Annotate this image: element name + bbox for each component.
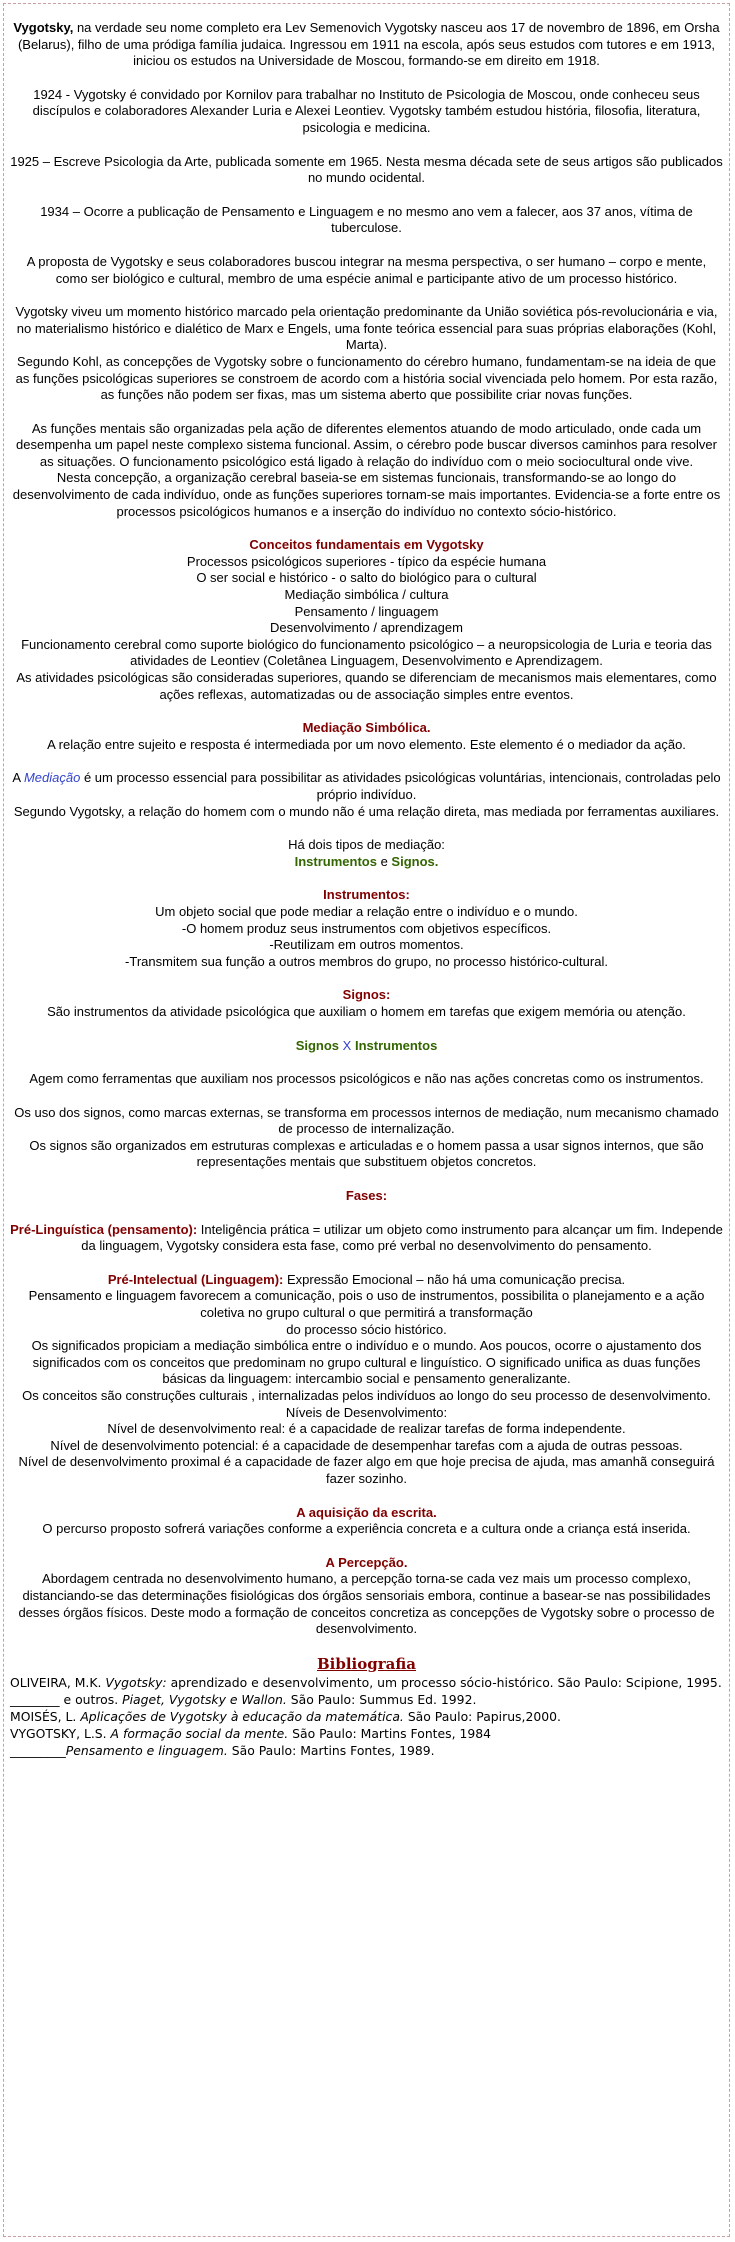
mediation-term: Mediação: [23, 770, 81, 786]
bibliography-ref: VYGOTSKY, L.S. A formação social da mente. São Paulo: Martins Fontes, 1984: [10, 1725, 492, 1741]
timeline-1934: 1934 – Ocorre a publicação de Pensamento e Linguagem e no mesmo ano vem a falecer, aos 37 anos, vítima de tuberculose.: [40, 203, 693, 236]
bibliography-ref: OLIVEIRA, M.K. Vygotsky: aprendizado e desenvolvimento, um processo sócio-histórico. São Paulo: Scipione, 1995.: [10, 1674, 722, 1690]
writing-text: O percurso proposto sofrerá variações conforme a experiência concreta e a cultura onde a criança está inserida.: [42, 1521, 691, 1537]
functions-paragraph: As funções mentais são organizadas pela ação de diferentes elementos atuando de modo articulado, onde cada um desempenha um papel neste complexo sistema funcional. Assim, o cérebro pode buscar diversos caminhos para resolver as situações. O funcionamento psicológico está ligado à relação do indivíduo com o meio sociocultural onde vive.: [16, 420, 717, 469]
concepts-body: As atividades psicológicas são consideradas superiores, quando se diferenciam de mecanismos mais elementares, como ações reflexas, automatizadas ou de associação simples entre eventos.: [16, 670, 717, 702]
concept-item: Desenvolvimento / aprendizagem: [270, 620, 463, 636]
phases-heading: Fases:: [345, 1188, 388, 1204]
signs-heading: Signos:: [342, 987, 391, 1003]
mediation-text: A relação entre sujeito e resposta é intermediada por um novo elemento. Este elemento é o mediador da ação.: [47, 736, 686, 752]
signs-text: São instrumentos da atividade psicológica que auxiliam o homem em tarefas que exigem memória ou atenção.: [47, 1003, 686, 1019]
bibliography-ref: _________Pensamento e linguagem. São Paulo: Martins Fontes, 1989.: [10, 1742, 435, 1758]
mediation-types: Instrumentos e Signos.: [294, 853, 439, 869]
signs-org: Os signos são organizados em estruturas complexas e articuladas e o homem passa a usar signos internos, que são representações mentais que substituem objetos concretos.: [29, 1137, 704, 1170]
phase-line: Pensamento e linguagem favorecem a comunicação, pois o uso de instrumentos, possibilita o planejamento e a ação coletiva no grupo cultural o que permitirá a transformação: [28, 1288, 705, 1321]
phase-line: Nível de desenvolvimento potencial: é a capacidade de desempenhar tarefas com a ajuda de outras pessoas.: [50, 1437, 683, 1453]
conception-paragraph: Nesta concepção, a organização cerebral baseia-se em sistemas funcionais, transformando-se ao longo do desenvolvimento de cada indivíduo, onde as funções superiores tornam-se mais importantes. Evidencia-se a forte entre os processos psicológicos humanos e a inserção do indivíduo no contexto sócio-histórico.: [12, 470, 721, 519]
concept-item: Mediação simbólica / cultura: [284, 587, 449, 603]
perception-text: Abordagem centrada no desenvolvimento humano, a percepção torna-se cada vez mais um processo complexo, distanciando-se das determinações fisiológicas dos órgãos sensoriais embora, continue a basear-se nas possibilidades desses órgãos físicos. Deste modo a formação de conceitos concretiza as concepções de Vygotsky sobre o processo de desenvolvimento.: [18, 1571, 715, 1637]
kohl-paragraph: Segundo Kohl, as concepções de Vygotsky sobre o funcionamento do cérebro humano, fundamentam-se na ideia de que as funções psicológicas superiores se constroem de acordo com a história social vivenciada pelo homem. Por esta razão, as funções não podem ser fixas, mas um sistema aberto que possibilite criar novas funções.: [15, 353, 718, 403]
phase-line: Níveis de Desenvolvimento:: [285, 1404, 448, 1420]
phase-line: Os significados propiciam a mediação simbólica entre o indivíduo e o mundo. Aos poucos, ocorre o ajustamento dos significados com os conceitos que predominam no grupo cultural e linguístico. O significado unifica as duas funções básicas da linguagem: intercambio social e pensamento generalizante.: [31, 1338, 702, 1387]
mediation-types-intro: Há dois tipos de mediação:: [288, 837, 445, 853]
mediation-heading: Mediação Simbólica.: [302, 720, 431, 736]
instruments-line: Um objeto social que pode mediar a relação entre o indivíduo e o mundo.: [155, 903, 578, 919]
signs-vs-instruments: Signos X Instrumentos: [295, 1037, 438, 1053]
phase-line: Nível de desenvolvimento proximal é a capacidade de fazer algo em que hoje precisa de ajuda, mas amanhã conseguirá fazer sozinho.: [18, 1454, 715, 1486]
perception-heading: A Percepção.: [325, 1554, 408, 1570]
phase-line: do processo sócio histórico.: [286, 1321, 447, 1337]
context-paragraph: Vygotsky viveu um momento histórico marcado pela orientação predominante da União soviética pós-revolucionária e via, no materialismo histórico e dialético de Marx e Engels, uma fonte teórica essencial para suas próprias elaborações (Kohl, Marta).: [15, 304, 718, 353]
bibliography-ref: ________ e outros. Piaget, Vygotsky e Wallon. São Paulo: Summus Ed. 1992.: [10, 1691, 477, 1707]
document-frame: [3, 3, 730, 2237]
writing-heading: A aquisição da escrita.: [296, 1504, 437, 1520]
proposal-paragraph: A proposta de Vygotsky e seus colaboradores buscou integrar na mesma perspectiva, o ser humano – corpo e mente, como ser biológico e cultural, membro de uma espécie animal e participante ativo de um processo histórico.: [26, 253, 707, 286]
mediation-lead: A Mediação é um processo essencial para possibilitar as atividades psicológicas voluntárias, intencionais, controladas pelo próprio indivíduo.: [12, 770, 721, 802]
bibliography: [10, 1655, 723, 1759]
mediation-vygotsky: Segundo Vygotsky, a relação do homem com o mundo não é uma relação direta, mas mediada por ferramentas auxiliares.: [13, 803, 720, 819]
phase-pre-linguistic: Pré-Linguística (pensamento): Inteligência prática = utilizar um objeto como instrumento para alcançar um fim. Independe da linguagem, Vygotsky considera esta fase, como pré verbal no desenvolvimento do pensamento.: [10, 1221, 723, 1254]
concepts-heading: Conceitos fundamentais em Vygotsky: [249, 537, 484, 553]
instruments-line: -Reutilizam em outros momentos.: [269, 937, 464, 953]
phase-line: Os conceitos são construções culturais , internalizadas pelos indivíduos ao longo do seu processo de desenvolvimento.: [22, 1388, 711, 1403]
intro-text: na verdade seu nome completo era Lev Semenovich Vygotsky nasceu aos 17 de novembro de 1896, em Orsha (Belarus), filho de uma pródiga família judaica. Ingressou em 1911 na escola, após seus estudos com tutores e em 1913, iniciou os estudos na Universidade de Moscou, formando-se em direito em 1918.: [17, 20, 720, 69]
bibliography-heading: Bibliografia: [316, 1654, 416, 1673]
instruments-heading: Instrumentos:: [323, 887, 410, 903]
instruments-line: -Transmitem sua função a outros membros do grupo, no processo histórico-cultural.: [125, 953, 608, 969]
signs-uso: Os uso dos signos, como marcas externas, se transforma em processos internos de mediação, num mecanismo chamado de processo de internalização.: [14, 1104, 719, 1137]
concept-item: O ser social e histórico - o salto do biológico para o cultural: [196, 570, 537, 586]
intro-paragraph: [10, 20, 723, 70]
timeline-1924: 1924 - Vygotsky é convidado por Kornilov para trabalhar no Instituto de Psicologia de Moscou, onde conheceu seus discípulos e colaboradores Alexander Luria e Alexei Leontiev. Vygotsky também estudou história, filosofia, literatura, psicologia e medicina.: [32, 86, 701, 135]
document-content: [4, 4, 729, 1759]
instruments-line: -O homem produz seus instrumentos com objetivos específicos.: [181, 920, 552, 936]
concept-item: Processos psicológicos superiores - típico da espécie humana: [186, 553, 547, 569]
phase-pre-intellectual: Pré-Intelectual (Linguagem): Expressão Emocional – não há uma comunicação precisa.: [107, 1271, 626, 1287]
concept-item: Pensamento / linguagem: [294, 603, 439, 619]
timeline-1925: 1925 – Escreve Psicologia da Arte, publicada somente em 1965. Nesta mesma década sete de seus artigos são publicados no mundo ocidental.: [10, 153, 723, 186]
intro-name: Vygotsky,: [13, 20, 74, 35]
phase-line: Nível de desenvolvimento real: é a capacidade de realizar tarefas de forma independente.: [107, 1421, 626, 1437]
bibliography-ref: MOISÉS, L. Aplicações de Vygotsky à educação da matemática. São Paulo: Papirus,2000.: [10, 1708, 561, 1724]
signs-agem: Agem como ferramentas que auxiliam nos processos psicológicos e não nas ações concretas como os instrumentos.: [29, 1071, 704, 1087]
concepts-body: Funcionamento cerebral como suporte biológico do funcionamento psicológico – a neuropsicologia de Luria e teoria das atividades de Leontiev (Coletânea Linguagem, Desenvolvimento e Aprendizagem.: [21, 636, 712, 669]
